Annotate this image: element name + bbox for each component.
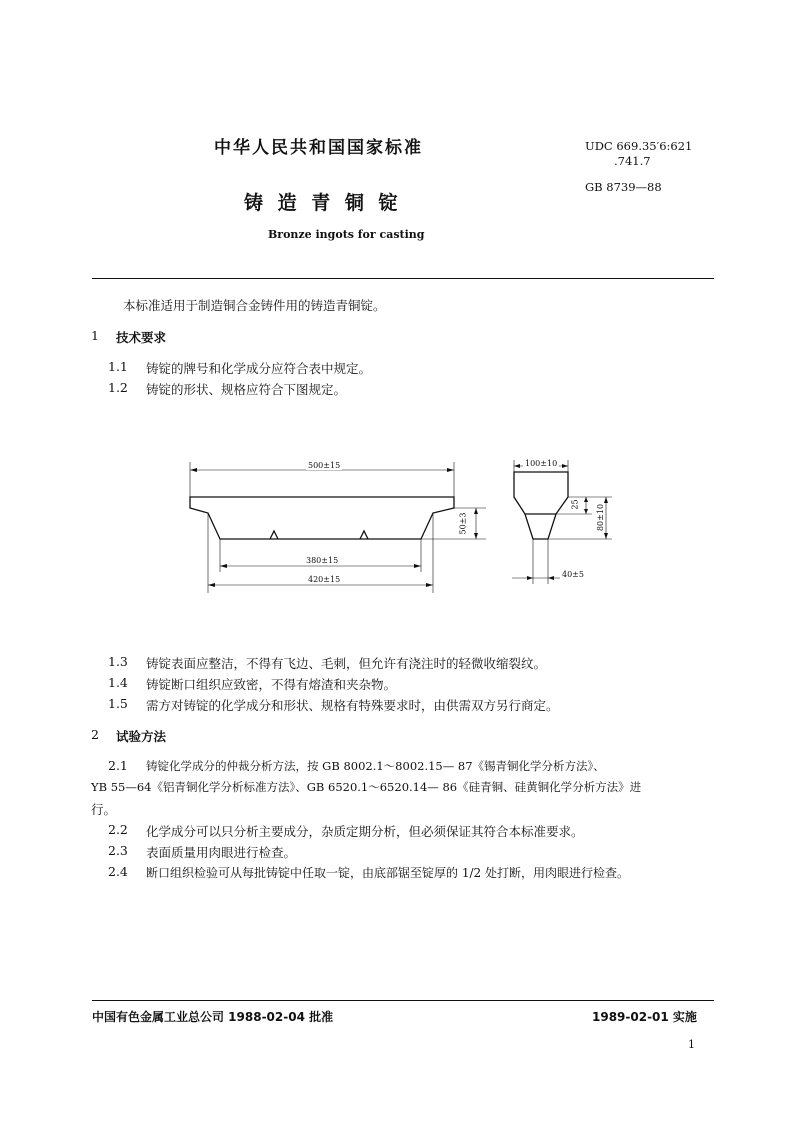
section-1-heading: 技术要求 xyxy=(116,330,167,345)
item-1-2-text: 铸锭的形状、规格应符合下图规定。 xyxy=(146,382,347,397)
item-2-1-number: 2.1 xyxy=(108,758,128,773)
dim-label-top-width: 100±10 xyxy=(525,459,558,468)
org-title: 中华人民共和国国家标准 xyxy=(214,138,423,158)
item-2-1-line-3: 行。 xyxy=(91,802,117,817)
dim-label-bottom-width: 40±5 xyxy=(562,570,584,579)
udc-line-2: .741.7 xyxy=(614,154,651,168)
section-2-number: 2 xyxy=(91,727,99,742)
item-1-4-number: 1.4 xyxy=(108,675,128,690)
ingot-side-outline xyxy=(190,497,454,539)
english-title: Bronze ingots for casting xyxy=(268,228,425,241)
item-1-2-number: 1.2 xyxy=(108,380,128,395)
item-2-3-text: 表面质量用肉眼进行检查。 xyxy=(146,845,297,860)
doc-title: 铸 造 青 铜 锭 xyxy=(244,192,402,214)
item-2-3-number: 2.3 xyxy=(108,843,128,858)
item-1-5-text: 需方对铸锭的化学成分和形状、规格有特殊要求时，由供需双方另行商定。 xyxy=(146,698,559,713)
gb-code: GB 8739—88 xyxy=(585,180,662,194)
dim-label-top-length: 500±15 xyxy=(308,461,341,470)
dim-label-total-height: 80±10 xyxy=(596,503,606,532)
item-2-2-text: 化学成分可以只分析主要成分，杂质定期分析，但必须保证其符合本标准要求。 xyxy=(146,824,584,839)
item-2-1-line-2: YB 55—64《铝青铜化学分析标准方法》、GB 6520.1～6520.14— 86《硅青铜、硅黄铜化学分析方法》进 xyxy=(91,780,642,794)
dim-label-height-left: 50±3 xyxy=(458,512,468,535)
ingot-side-notches xyxy=(270,531,368,539)
item-1-3-text: 铸锭表面应整洁，不得有飞边、毛刺，但允许有浇注时的轻微收缩裂纹。 xyxy=(146,656,547,671)
effective-date: 1989-02-01 实施 xyxy=(592,1010,697,1024)
udc-line-1: UDC 669.35′6:621 xyxy=(585,139,693,153)
item-2-1-line-1: 铸锭化学成分的仲裁分析方法，按 GB 8002.1～8002.15— 87《锡青铜化学分析方法》、 xyxy=(146,759,605,773)
ingot-end-outline xyxy=(514,472,568,539)
item-1-4-text: 铸锭断口组织应致密，不得有熔渣和夹杂物。 xyxy=(146,677,397,692)
item-2-4-number: 2.4 xyxy=(108,864,128,879)
item-1-1-text: 铸锭的牌号和化学成分应符合表中规定。 xyxy=(146,361,372,376)
item-2-4-text: 断口组织检验可从每批铸锭中任取一锭，由底部锯至锭厚的 1/2 处打断，用肉眼进行检查。 xyxy=(146,866,629,880)
item-1-3-number: 1.3 xyxy=(108,654,128,669)
section-2-heading: 试验方法 xyxy=(116,729,167,744)
dim-label-bottom-length: 420±15 xyxy=(308,575,341,584)
item-2-2-number: 2.2 xyxy=(108,822,128,837)
section-1-number: 1 xyxy=(91,328,99,343)
page-number: 1 xyxy=(688,1038,695,1051)
intro-text: 本标准适用于制造铜合金铸件用的铸造青铜锭。 xyxy=(123,298,386,313)
item-1-5-number: 1.5 xyxy=(108,696,128,711)
dim-label-inner-length: 380±15 xyxy=(306,556,339,565)
approval-line: 中国有色金属工业总公司 1988-02-04 批准 xyxy=(92,1010,334,1024)
dim-label-partial-height: 25 xyxy=(570,499,580,510)
item-1-1-number: 1.1 xyxy=(108,359,128,374)
footer-rule xyxy=(92,1000,714,1001)
